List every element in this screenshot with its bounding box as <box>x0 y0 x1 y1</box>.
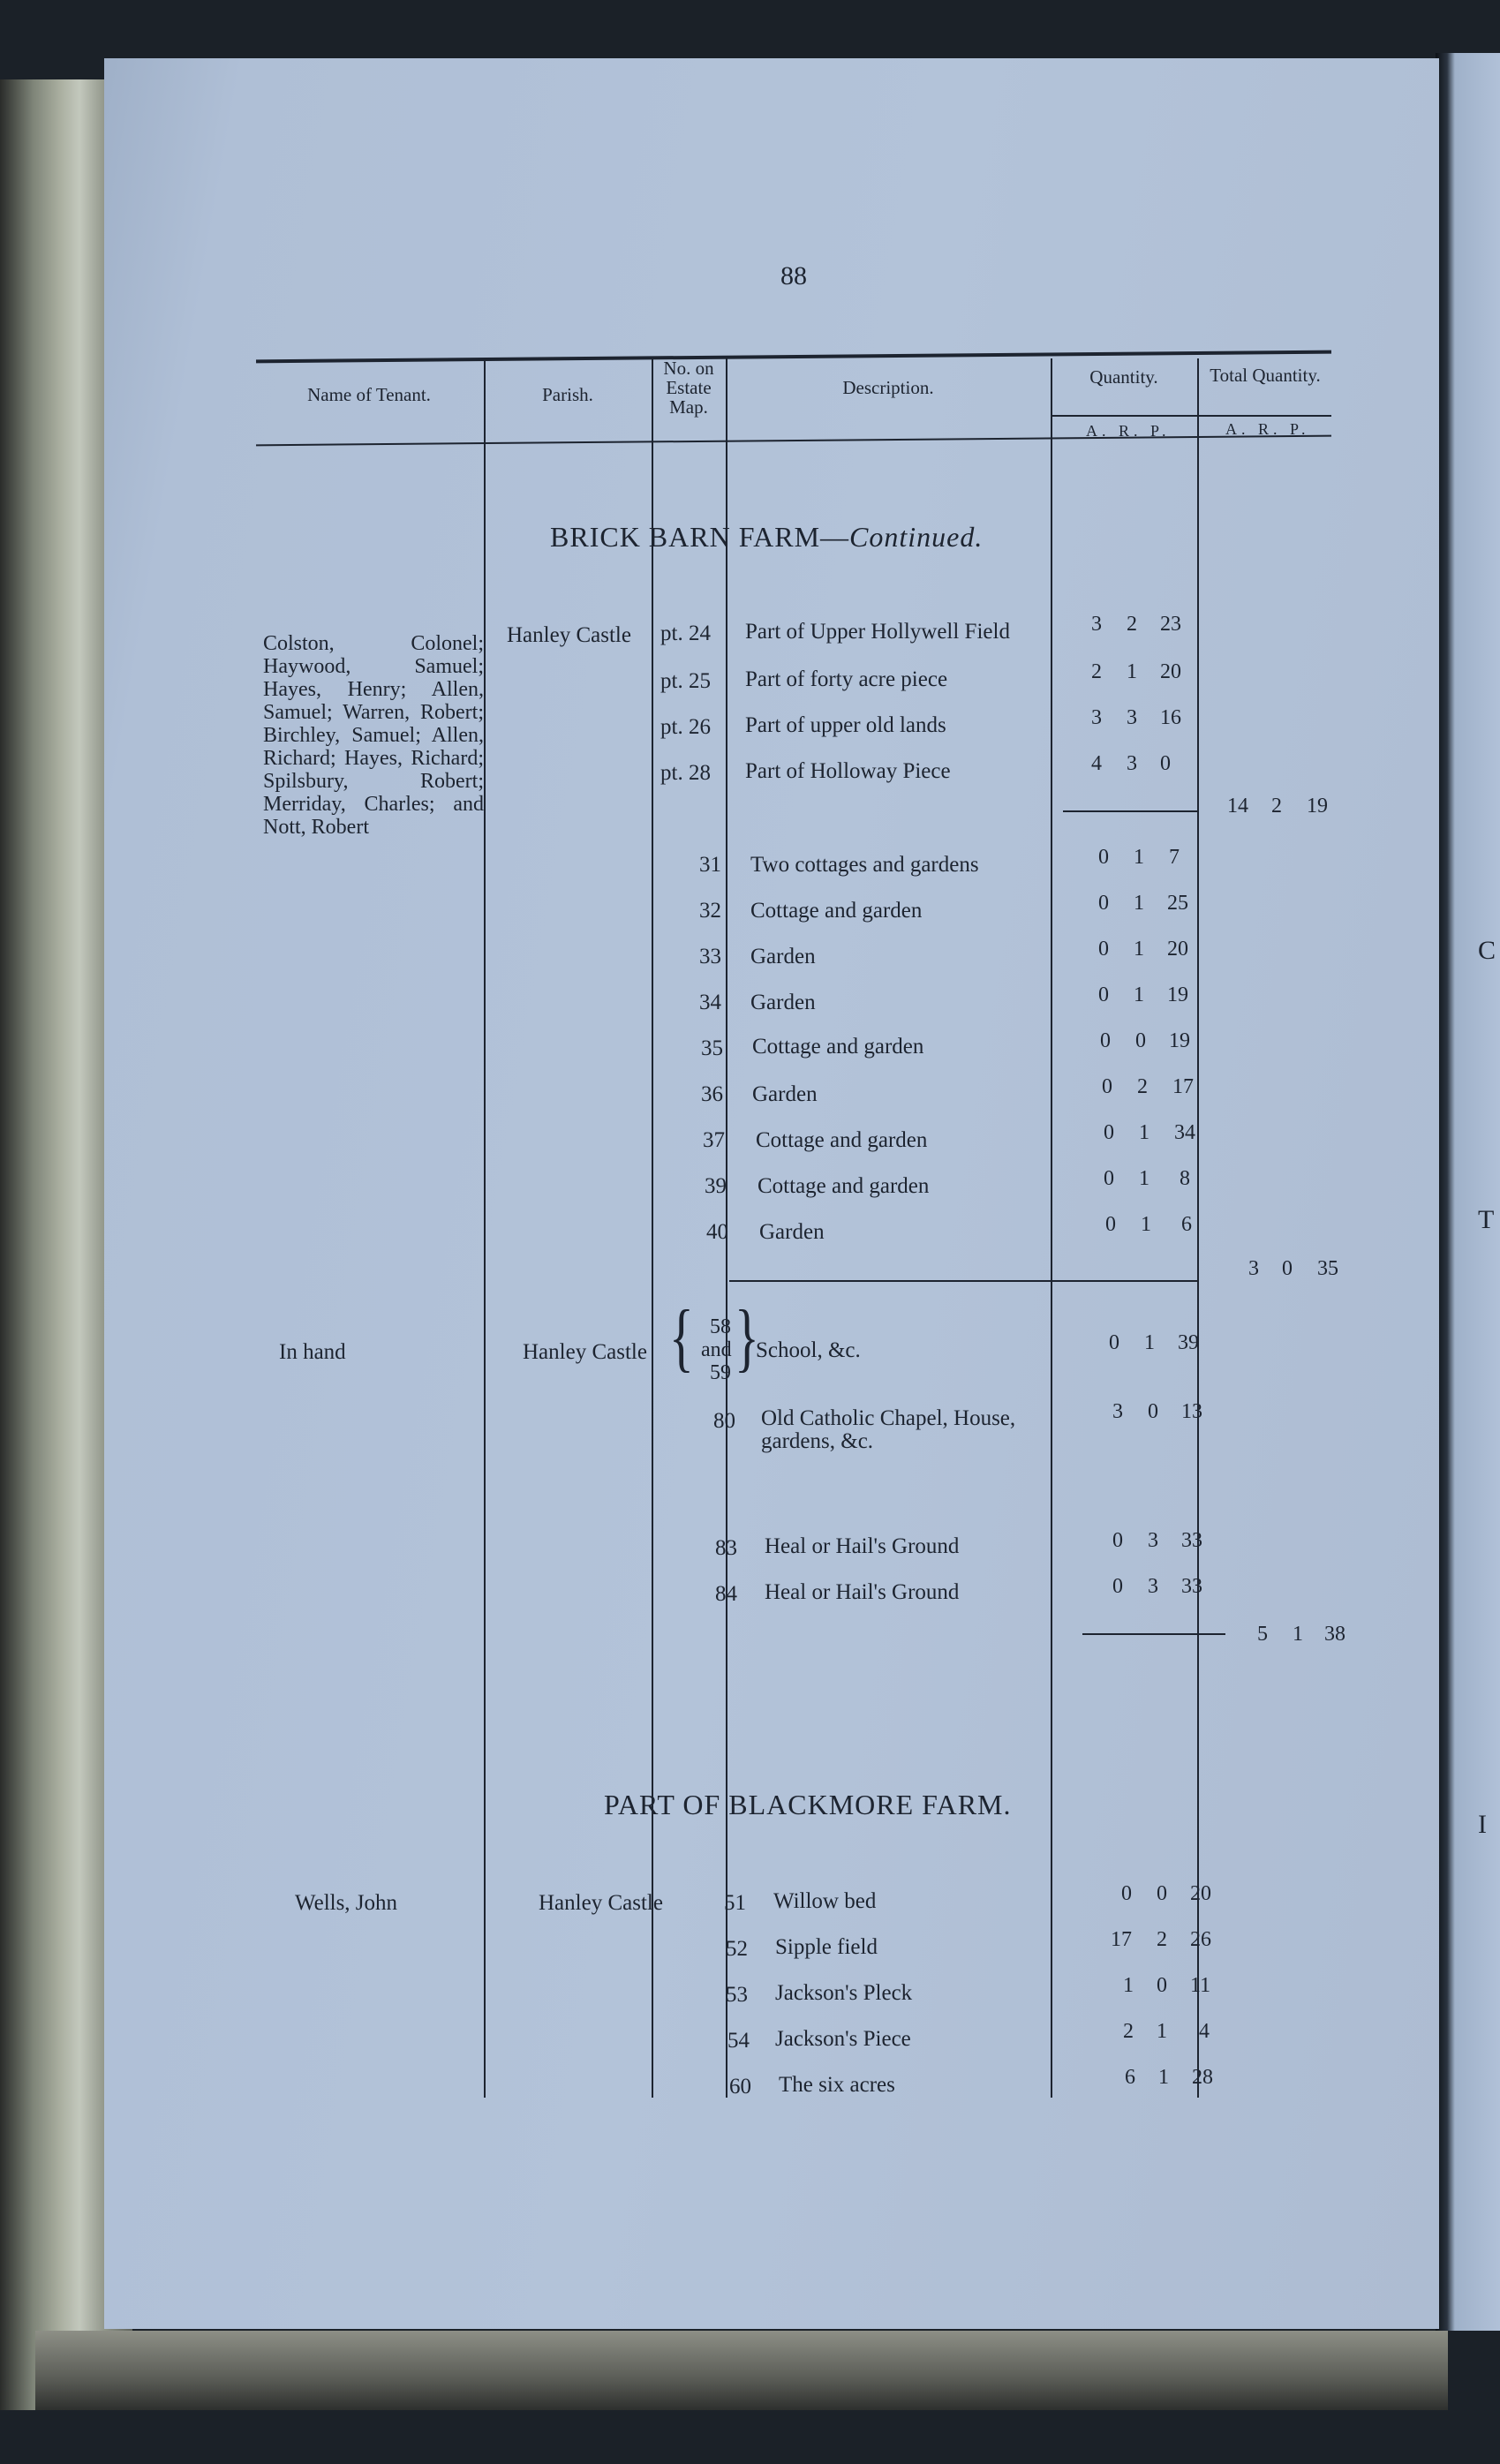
qty-r: 3 <box>1127 752 1137 775</box>
quantity-units: A. R. P. <box>1086 422 1171 440</box>
total-r: 1 <box>1293 1623 1303 1646</box>
qty-r: 1 <box>1134 938 1144 961</box>
map-no: 37 <box>703 1128 725 1152</box>
map-no-and: and <box>701 1338 732 1361</box>
qty-r: 1 <box>1141 1213 1151 1236</box>
subtotal-rule <box>1063 810 1197 812</box>
section-rule <box>729 1280 1199 1282</box>
header-parish: Parish. <box>542 384 593 405</box>
section-title-blackmore: PART OF BLACKMORE FARM. <box>604 1789 1012 1820</box>
qty-a: 0 <box>1112 1529 1123 1552</box>
map-no: 80 <box>713 1409 735 1433</box>
total-r: 2 <box>1271 795 1282 818</box>
qty-p: 28 <box>1192 2066 1213 2089</box>
qty-a: 0 <box>1109 1331 1119 1354</box>
section-title-continued: Continued. <box>849 521 984 553</box>
facing-page-fragment: C <box>1478 936 1496 965</box>
qty-p: 25 <box>1167 892 1188 915</box>
qty-a: 17 <box>1111 1928 1132 1951</box>
qty-p: 17 <box>1172 1075 1194 1098</box>
qty-r: 1 <box>1139 1121 1149 1144</box>
qty-a: 0 <box>1104 1167 1114 1190</box>
qty-a: 6 <box>1125 2066 1135 2089</box>
map-no: 34 <box>699 991 721 1014</box>
parish-hanley-castle: Hanley Castle <box>523 1340 647 1364</box>
qty-a: 0 <box>1104 1121 1114 1144</box>
qty-p: 23 <box>1160 613 1181 636</box>
description: Cottage and garden <box>758 1174 930 1198</box>
total-units: A. R. P. <box>1225 420 1310 438</box>
qty-a: 3 <box>1091 706 1102 729</box>
qty-r: 1 <box>1144 1331 1155 1354</box>
tenant-names: Colston, Colonel; Haywood, Samuel; Hayes, Henry; Allen, Samuel; Warren, Robert; Birchley, Samuel; Allen, Richard; Hayes, Richard; Spilsbury, Robert; Merriday, Charles; and Nott, Robert <box>263 632 484 839</box>
map-no: pt. 25 <box>660 669 711 693</box>
qty-a: 0 <box>1098 892 1109 915</box>
map-no: 33 <box>699 945 721 968</box>
description: Part of Upper Hollywell Field <box>745 620 1010 644</box>
map-no: pt. 24 <box>660 622 711 645</box>
qty-p: 4 <box>1199 2020 1210 2043</box>
qty-r: 2 <box>1127 613 1137 636</box>
qty-r: 0 <box>1157 1882 1167 1905</box>
qty-r: 2 <box>1137 1075 1148 1098</box>
facing-page-fragment: T <box>1478 1205 1495 1234</box>
parish-hanley-castle: Hanley Castle <box>539 1891 663 1915</box>
qty-a: 0 <box>1098 846 1109 869</box>
description: Sipple field <box>775 1935 878 1959</box>
tenant-in-hand: In hand <box>279 1340 346 1364</box>
header-quantity: Quantity. <box>1089 366 1158 388</box>
column-divider <box>1197 358 1199 2098</box>
qty-r: 1 <box>1134 983 1144 1006</box>
map-no: pt. 26 <box>660 715 711 739</box>
description: Old Catholic Chapel, House, gardens, &c. <box>761 1406 1016 1453</box>
map-no-58: 58 <box>710 1315 731 1338</box>
ledger-page <box>104 58 1439 2329</box>
qty-a: 0 <box>1112 1575 1123 1598</box>
map-no: 54 <box>727 2029 750 2053</box>
total-a: 5 <box>1257 1623 1268 1646</box>
description: Garden <box>752 1082 818 1106</box>
qty-r: 0 <box>1135 1029 1146 1052</box>
description: Heal or Hail's Ground <box>765 1580 960 1604</box>
tenant-wells: Wells, John <box>295 1891 398 1915</box>
qty-p: 33 <box>1181 1575 1202 1598</box>
total-a: 3 <box>1248 1257 1259 1280</box>
header-tenant: Name of Tenant. <box>307 384 431 405</box>
qty-p: 26 <box>1190 1928 1211 1951</box>
section-title-main: BRICK BARN FARM— <box>550 521 850 553</box>
qty-p: 6 <box>1181 1213 1192 1236</box>
qty-r: 0 <box>1148 1400 1158 1423</box>
map-no: 83 <box>715 1536 737 1560</box>
map-no: 84 <box>715 1582 737 1606</box>
description: Part of forty acre piece <box>745 667 948 691</box>
description: Part of Holloway Piece <box>745 759 951 783</box>
column-divider <box>652 358 653 2098</box>
description: Two cottages and gardens <box>750 853 979 877</box>
column-divider <box>484 358 486 2098</box>
qty-r: 2 <box>1157 1928 1167 1951</box>
map-no: pt. 28 <box>660 761 711 785</box>
left-brace: { <box>669 1293 694 1380</box>
qty-r: 1 <box>1134 892 1144 915</box>
qty-r: 3 <box>1127 706 1137 729</box>
top-rule <box>256 350 1331 364</box>
qty-r: 1 <box>1127 660 1137 683</box>
right-brace: } <box>735 1293 759 1380</box>
map-no: 35 <box>701 1036 723 1060</box>
description: Willow bed <box>773 1889 877 1913</box>
total-p: 19 <box>1307 795 1328 818</box>
qty-a: 3 <box>1091 613 1102 636</box>
qty-r: 1 <box>1139 1167 1149 1190</box>
total-p: 38 <box>1324 1623 1345 1646</box>
qty-r: 0 <box>1157 1974 1167 1997</box>
description: Cottage and garden <box>750 899 923 923</box>
qty-p: 20 <box>1160 660 1181 683</box>
facing-page-fragment: I <box>1478 1810 1487 1839</box>
header-estate-map: No. on Estate Map. <box>663 358 714 418</box>
qty-r: 1 <box>1157 2020 1167 2043</box>
description: Jackson's Piece <box>775 2027 911 2051</box>
qty-p: 39 <box>1178 1331 1199 1354</box>
description: Part of upper old lands <box>745 713 946 737</box>
qty-a: 0 <box>1098 938 1109 961</box>
qty-r: 3 <box>1148 1529 1158 1552</box>
qty-p: 16 <box>1160 706 1181 729</box>
qty-p: 8 <box>1180 1167 1190 1190</box>
qty-a: 0 <box>1098 983 1109 1006</box>
header-description: Description. <box>842 377 934 398</box>
qty-a: 1 <box>1123 1974 1134 1997</box>
qty-a: 2 <box>1091 660 1102 683</box>
qty-p: 20 <box>1167 938 1188 961</box>
total-a: 14 <box>1227 795 1248 818</box>
qty-p: 34 <box>1174 1121 1195 1144</box>
description: Garden <box>750 991 816 1014</box>
qty-r: 3 <box>1148 1575 1158 1598</box>
map-no: 39 <box>705 1174 727 1198</box>
description: Cottage and garden <box>756 1128 928 1152</box>
map-no: 36 <box>701 1082 723 1106</box>
page-bottom-edge <box>35 2331 1448 2410</box>
description: Cottage and garden <box>752 1035 924 1059</box>
qty-a: 3 <box>1112 1400 1123 1423</box>
total-p: 35 <box>1317 1257 1338 1280</box>
qty-a: 2 <box>1123 2020 1134 2043</box>
qty-p: 7 <box>1169 846 1180 869</box>
map-no: 51 <box>724 1891 746 1915</box>
map-no: 31 <box>699 853 721 877</box>
map-no: 60 <box>729 2075 751 2099</box>
facing-page <box>1436 53 1500 2331</box>
section-title-brick-barn <box>550 521 983 554</box>
subheader-rule <box>1052 415 1331 417</box>
qty-a: 0 <box>1100 1029 1111 1052</box>
map-no-59: 59 <box>710 1361 731 1384</box>
column-divider <box>1051 358 1052 2098</box>
description: Heal or Hail's Ground <box>765 1534 960 1558</box>
parish-hanley-castle: Hanley Castle <box>507 623 631 647</box>
description: The six acres <box>779 2073 895 2097</box>
description: Jackson's Pleck <box>775 1981 913 2005</box>
description: Garden <box>759 1220 825 1244</box>
qty-r: 1 <box>1134 846 1144 869</box>
description: Garden <box>750 945 816 968</box>
qty-r: 1 <box>1158 2066 1169 2089</box>
header-total-quantity: Total Quantity. <box>1210 365 1321 386</box>
qty-a: 4 <box>1091 752 1102 775</box>
qty-p: 11 <box>1190 1974 1211 1997</box>
total-r: 0 <box>1282 1257 1293 1280</box>
qty-p: 19 <box>1167 983 1188 1006</box>
qty-p: 19 <box>1169 1029 1190 1052</box>
map-no: 53 <box>726 1983 748 2007</box>
map-no: 52 <box>726 1937 748 1961</box>
qty-p: 0 <box>1160 752 1171 775</box>
map-no: 32 <box>699 899 721 923</box>
subtotal-rule <box>1082 1633 1225 1635</box>
description: School, &c. <box>756 1338 861 1362</box>
qty-p: 33 <box>1181 1529 1202 1552</box>
page-number: 88 <box>780 261 807 290</box>
qty-a: 0 <box>1121 1882 1132 1905</box>
map-no: 40 <box>706 1220 728 1244</box>
qty-a: 0 <box>1102 1075 1112 1098</box>
qty-p: 13 <box>1181 1400 1202 1423</box>
qty-a: 0 <box>1105 1213 1116 1236</box>
qty-p: 20 <box>1190 1882 1211 1905</box>
